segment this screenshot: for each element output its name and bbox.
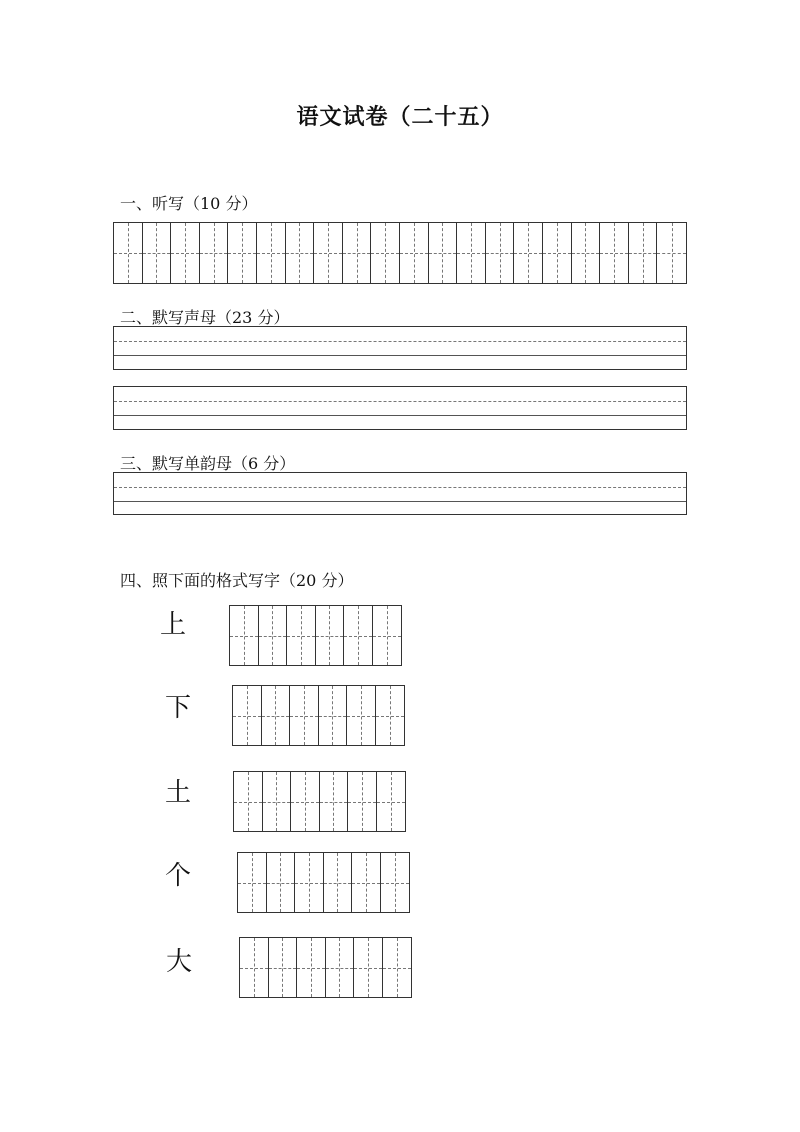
model-character: 上 [160,610,187,640]
writing-cell[interactable] [319,686,348,745]
writing-cell[interactable] [267,853,296,912]
writing-cell[interactable] [314,223,343,283]
character-practice-grid[interactable] [229,605,402,666]
writing-cell[interactable] [297,938,326,997]
writing-cell[interactable] [257,223,286,283]
writing-cell[interactable] [200,223,229,283]
writing-cell[interactable] [344,606,373,665]
writing-cell[interactable] [259,606,288,665]
writing-cell[interactable] [234,772,263,831]
writing-cell[interactable] [295,853,324,912]
pinyin-writing-band-2[interactable] [113,386,687,430]
section-4-title: 四、照下面的格式写字（20 分） [120,571,354,590]
writing-cell[interactable] [287,606,316,665]
writing-cell[interactable] [371,223,400,283]
writing-cell[interactable] [343,223,372,283]
pinyin-writing-band-3[interactable] [113,472,687,515]
writing-cell[interactable] [543,223,572,283]
guide-line [114,341,686,342]
writing-cell[interactable] [347,686,376,745]
writing-cell[interactable] [316,606,345,665]
guide-line [114,401,686,402]
writing-cell[interactable] [324,853,353,912]
guide-line [114,415,686,416]
section-2-title: 二、默写声母（23 分） [120,308,290,327]
writing-cell[interactable] [486,223,515,283]
writing-cell[interactable] [263,772,292,831]
writing-cell[interactable] [114,223,143,283]
guide-line [114,355,686,356]
writing-cell[interactable] [290,686,319,745]
writing-cell[interactable] [143,223,172,283]
section-3-title: 三、默写单韵母（6 分） [120,454,296,473]
pinyin-writing-band-1[interactable] [113,326,687,370]
writing-cell[interactable] [348,772,377,831]
writing-cell[interactable] [457,223,486,283]
guide-line [114,501,686,502]
writing-cell[interactable] [429,223,458,283]
writing-cell[interactable] [400,223,429,283]
character-practice-grid[interactable] [239,937,412,998]
character-practice-grid[interactable] [237,852,410,913]
page-title: 语文试卷（二十五） [296,104,504,130]
writing-cell[interactable] [171,223,200,283]
dictation-grid[interactable] [113,222,687,284]
writing-cell[interactable] [381,853,410,912]
writing-cell[interactable] [373,606,402,665]
model-character: 土 [165,778,192,808]
writing-cell[interactable] [233,686,262,745]
guide-line [114,487,686,488]
model-character: 个 [165,861,192,891]
writing-cell[interactable] [228,223,257,283]
writing-cell[interactable] [238,853,267,912]
writing-cell[interactable] [320,772,349,831]
writing-cell[interactable] [572,223,601,283]
writing-cell[interactable] [354,938,383,997]
writing-cell[interactable] [514,223,543,283]
writing-cell[interactable] [286,223,315,283]
writing-cell[interactable] [376,686,405,745]
writing-cell[interactable] [230,606,259,665]
character-practice-grid[interactable] [232,685,405,746]
model-character: 大 [166,947,193,977]
writing-cell[interactable] [269,938,298,997]
writing-cell[interactable] [600,223,629,283]
writing-cell[interactable] [657,223,686,283]
model-character: 下 [165,693,192,723]
writing-cell[interactable] [629,223,658,283]
section-1-title: 一、听写（10 分） [120,194,258,213]
character-practice-grid[interactable] [233,771,406,832]
writing-cell[interactable] [352,853,381,912]
writing-cell[interactable] [326,938,355,997]
writing-cell[interactable] [262,686,291,745]
writing-cell[interactable] [377,772,406,831]
writing-cell[interactable] [383,938,412,997]
writing-cell[interactable] [291,772,320,831]
writing-cell[interactable] [240,938,269,997]
